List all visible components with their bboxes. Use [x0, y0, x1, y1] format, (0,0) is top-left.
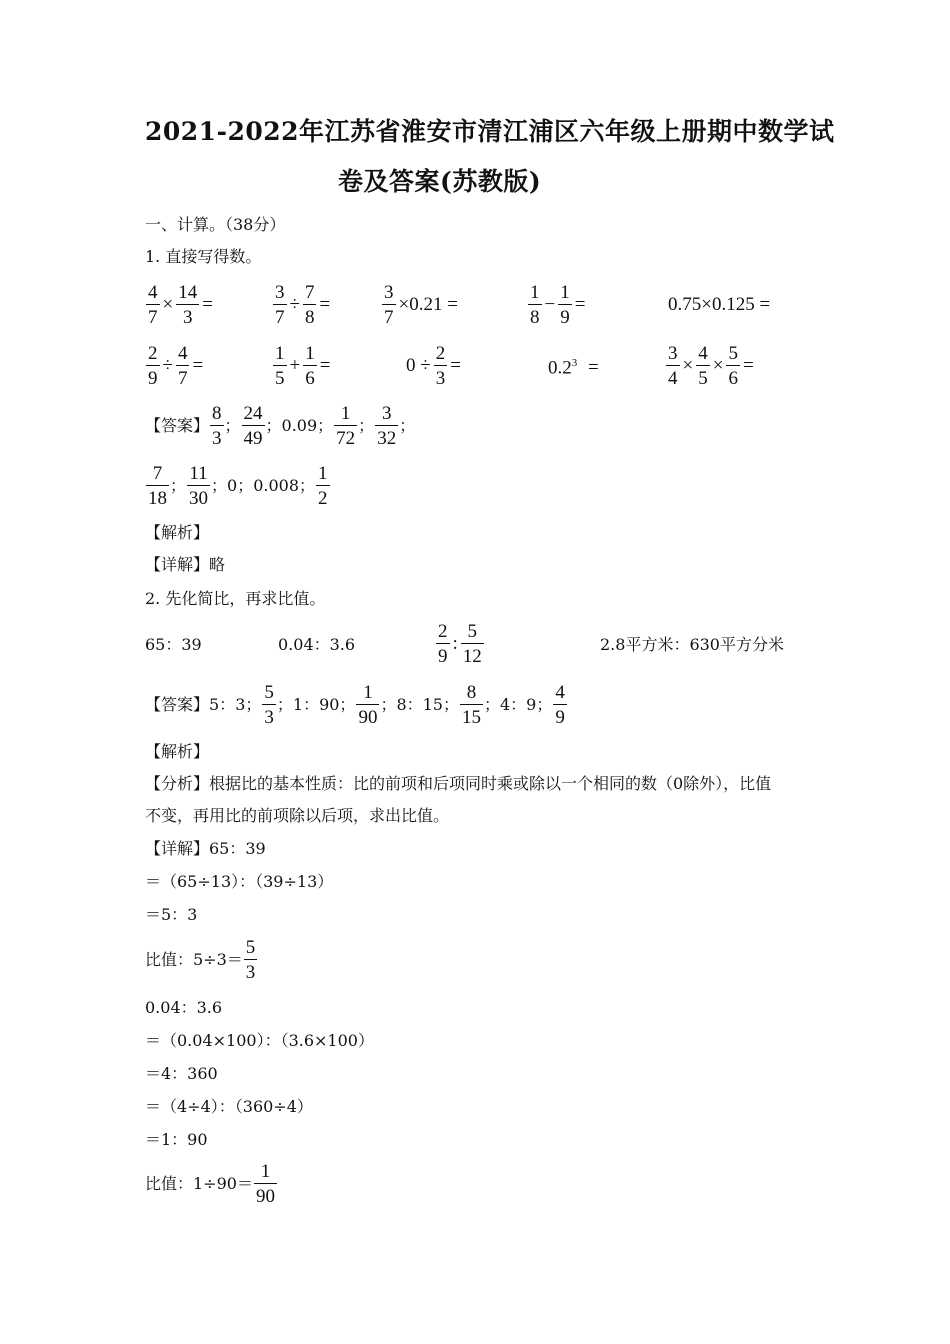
- q1-expr-3: $\frac{3}{7}$ ×0.21 =: [384, 282, 458, 328]
- q2-item-2: 0.04：3.6: [278, 635, 356, 654]
- q2-answer: 【答案】 5：3； $\frac{5}{3}$ ；1：90； $\frac{1}{90}$ ；8：15； $\frac{8}{15}$ ；4：9； $\frac{4}{9}$: [145, 682, 565, 728]
- q2-step-1: 【详解】65：39: [145, 839, 266, 858]
- q2-step-6: ＝（0.04×100）：（3.6×100）: [145, 1031, 374, 1050]
- q1-expr-1: $\frac{4}{7}$ × $\frac{14}{3}$ =: [148, 282, 213, 328]
- q2-item-3: $\frac{2}{9}$ : $\frac{5}{12}$: [438, 621, 482, 667]
- q2-fenxi-line1: 【分析】根据比的基本性质：比的前项和后项同时乘或除以一个相同的数（0除外），比值: [145, 774, 772, 793]
- q1-expr-2: $\frac{3}{7}$ ÷ $\frac{7}{8}$ =: [275, 282, 331, 328]
- question-1-heading: 1. 直接写得数。: [145, 247, 262, 266]
- q1-answer-row2: $\frac{7}{18}$ ； $\frac{11}{30}$ ；0；0.008； $\frac{1}{2}$: [148, 463, 328, 509]
- q1-expr-8: 0 ÷ $\frac{2}{3}$ =: [406, 343, 461, 389]
- q1-expr-4: $\frac{1}{8}$ − $\frac{1}{9}$ =: [530, 282, 586, 328]
- q2-step-8: ＝（4÷4）：（360÷4）: [145, 1097, 313, 1116]
- q2-step-10: 比值：1÷90＝ $\frac{1}{90}$: [145, 1161, 275, 1207]
- page-title-line2: 卷及答案(苏教版): [338, 167, 542, 196]
- q2-step-2: ＝（65÷13）：（39÷13）: [145, 872, 334, 891]
- section-heading: 一、计算。（38分）: [145, 215, 286, 234]
- q1-answer-row1: 【答案】 $\frac{8}{3}$ ； $\frac{24}{49}$ ；0.09； $\frac{1}{72}$ ； $\frac{3}{32}$ ；: [145, 403, 416, 449]
- q1-expr-5: 0.75×0.125 =: [668, 294, 771, 315]
- q1-expr-7: $\frac{1}{5}$ + $\frac{1}{6}$ =: [275, 343, 331, 389]
- q1-detail: 【详解】略: [145, 555, 226, 574]
- q2-item-4: 2.8平方米：630平方分米: [600, 635, 784, 654]
- q2-step-4: 比值：5÷3＝ $\frac{5}{3}$: [145, 937, 256, 983]
- q2-fenxi-line2: 不变，再用比的前项除以后项，求出比值。: [145, 806, 450, 825]
- question-2-heading: 2. 先化简比，再求比值。: [145, 589, 326, 608]
- page-title-line1: 2021-2022年江苏省淮安市清江浦区六年级上册期中数学试: [145, 117, 835, 146]
- q2-step-3: ＝5：3: [145, 905, 198, 924]
- q1-expr-10: $\frac{3}{4}$ × $\frac{4}{5}$ × $\frac{5}{6}$ =: [668, 343, 754, 389]
- q2-step-7: ＝4：360: [145, 1064, 218, 1083]
- q2-step-5: 0.04：3.6: [145, 998, 223, 1017]
- q2-step-9: ＝1：90: [145, 1130, 208, 1149]
- q1-analysis-label: 【解析】: [145, 523, 210, 542]
- q1-expr-9: $0.2^3$ =: [548, 357, 599, 379]
- q2-analysis-label: 【解析】: [145, 742, 210, 761]
- q2-item-1: 65：39: [145, 635, 202, 654]
- q1-expr-6: $\frac{2}{9}$ ÷ $\frac{4}{7}$ =: [148, 343, 204, 389]
